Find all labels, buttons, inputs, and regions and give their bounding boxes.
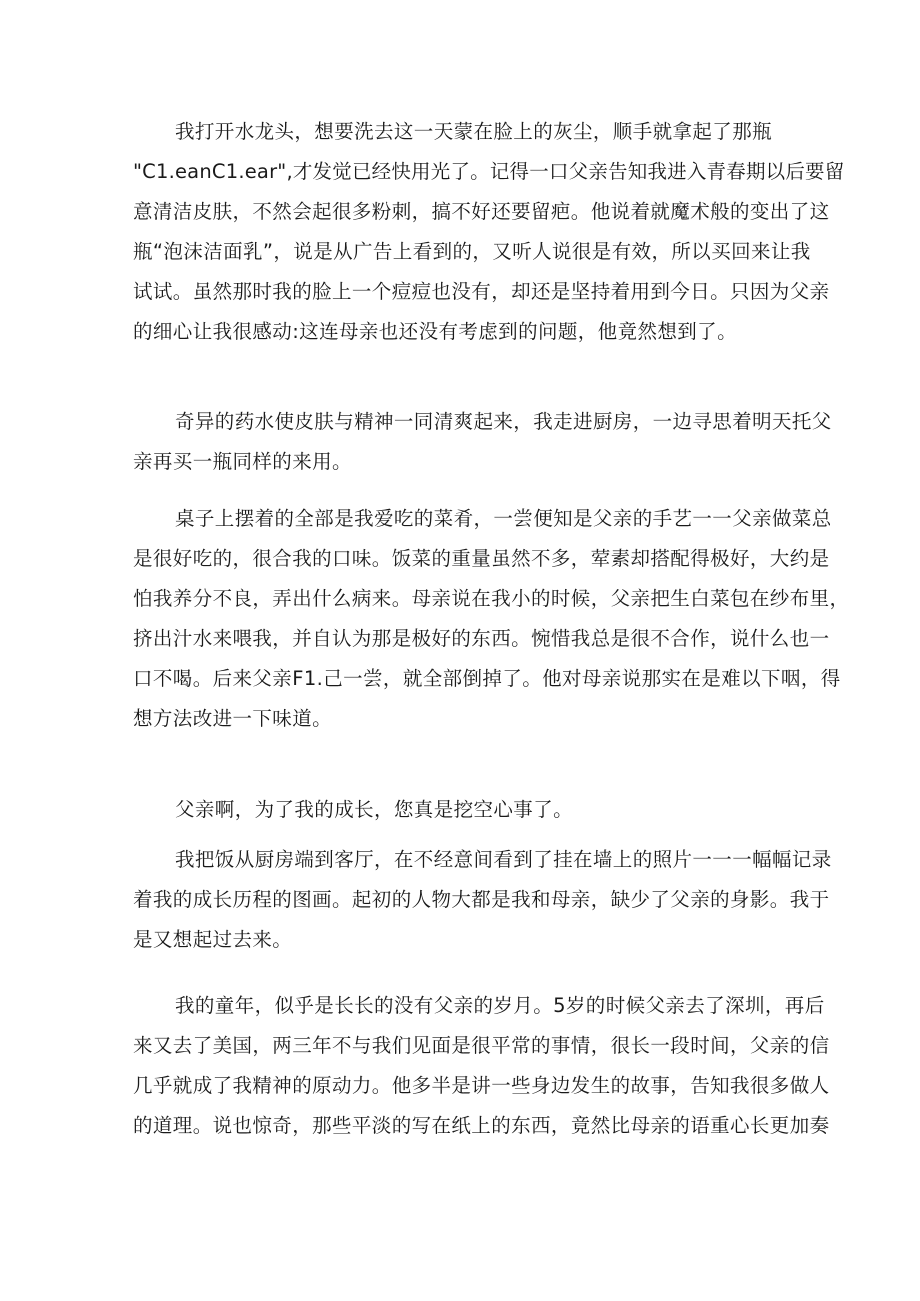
paragraph-line: 意清洁皮肤，不然会起很多粉刺，搞不好还要留疤。他说着就魔术般的变出了这 (133, 200, 830, 223)
paragraph-2 (133, 402, 832, 482)
paragraph-line: 怕我养分不良，弄出什么病来。母亲说在我小的时候，父亲把生白菜包在纱布里， (133, 587, 850, 610)
paragraph-line: 是很好吃的，很合我的口味。饭菜的重量虽然不多，荤素却搭配得极好，大约是 (133, 547, 830, 570)
paragraph-line: 挤出汁水来喂我，并自认为那是极好的东西。惋惜我总是很不合作，说什么也一 (133, 627, 830, 650)
paragraph-line: 试试。虽然那时我的脸上一个痘痘也没有，却还是坚持着用到今日。只因为父亲 (133, 280, 830, 303)
paragraph-line: 的细心让我很感动:这连母亲也还没有考虑到的问题，他竟然想到了。 (133, 320, 737, 343)
paragraph-line: 着我的成长历程的图画。起初的人物大都是我和母亲，缺少了父亲的身影。我于 (133, 888, 830, 911)
paragraph-line: 父亲啊，为了我的成长，您真是挖空心事了。 (175, 798, 574, 821)
paragraph-1 (133, 112, 845, 352)
paragraph-line: 我把饭从厨房端到客厅，在不经意间看到了挂在墙上的照片一一一幅幅记录 (175, 848, 832, 871)
paragraph-3 (133, 499, 850, 739)
paragraph-line: 来又去了美国，两三年不与我们见面是很平常的事情，很长一段时间，父亲的信 (133, 1034, 830, 1057)
paragraph-line: 是又想起过去来。 (133, 928, 293, 951)
paragraph-line: 瓶“泡沫洁面乳”，说是从广告上看到的，又听人说很是有效，所以买回来让我 (133, 240, 811, 263)
paragraph-line: 亲再买一瓶同样的来用。 (133, 450, 352, 473)
paragraph-line: "C1.eanC1.ear",才发觉已经快用光了。记得一口父亲告知我进入青春期以后要留 (133, 160, 845, 183)
paragraph-line: 桌子上摆着的全部是我爱吃的菜肴，一尝便知是父亲的手艺一一父亲做菜总 (175, 507, 832, 530)
paragraph-line: 我打开水龙头，想要洗去这一天蒙在脸上的灰尘，顺手就拿起了那瓶 (175, 120, 773, 143)
paragraph-4 (133, 790, 793, 830)
paragraph-line: 的道理。说也惊奇，那些平淡的写在纸上的东西，竟然比母亲的语重心长更加奏 (133, 1114, 830, 1137)
paragraph-line: 几乎就成了我精神的原动力。他多半是讲一些身边发生的故事，告知我很多做人 (133, 1074, 830, 1097)
paragraph-line: 我的童年，似乎是长长的没有父亲的岁月。5岁的时候父亲去了深圳，再后 (175, 994, 825, 1017)
paragraph-line: 奇异的药水使皮肤与精神一同清爽起来，我走进厨房，一边寻思着明天托父 (175, 410, 832, 433)
paragraph-line: 口不喝。后来父亲F1.己一尝，就全部倒掉了。他对母亲说那实在是难以下咽，得 (133, 667, 841, 690)
paragraph-5 (133, 840, 832, 960)
paragraph-6 (133, 986, 830, 1146)
paragraph-line: 想方法改进一下味道。 (133, 707, 333, 730)
